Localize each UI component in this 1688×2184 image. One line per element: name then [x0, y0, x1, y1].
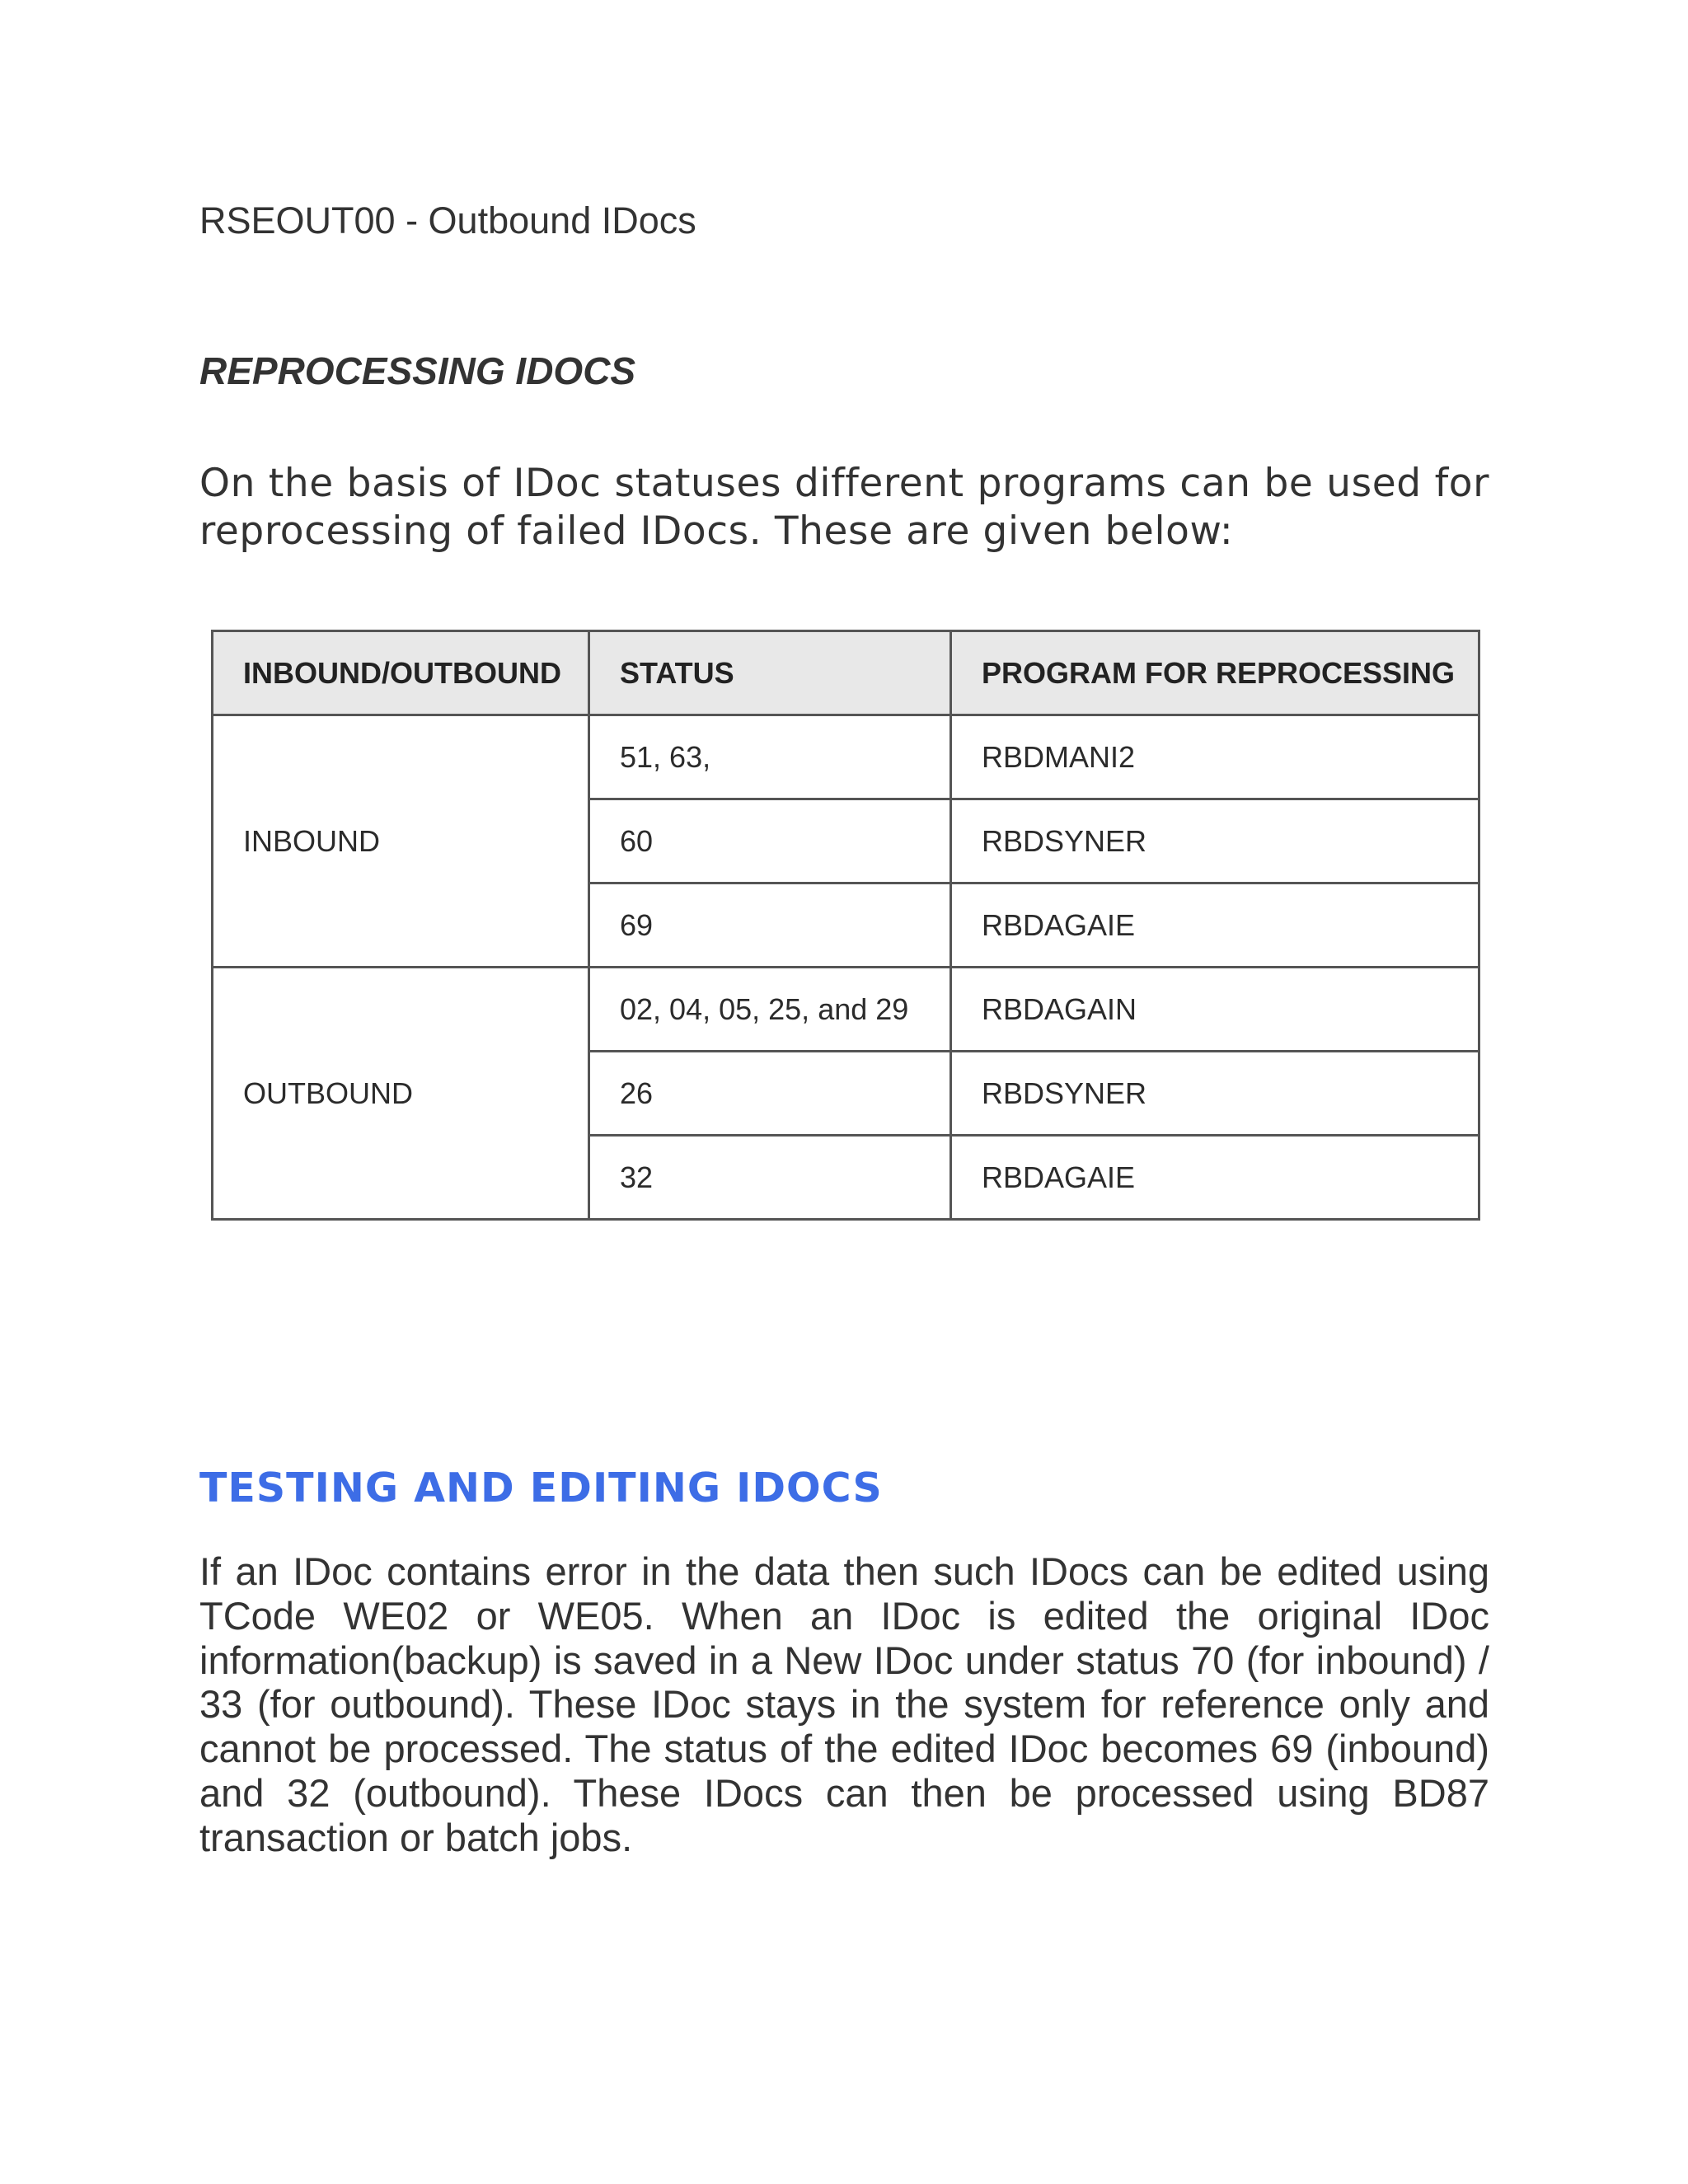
column-header-status: STATUS	[589, 631, 951, 715]
direction-cell-inbound: INBOUND	[213, 715, 589, 968]
testing-paragraph: If an IDoc contains error in the data then such IDocs can be edited using TCode WE02 or WE05. When an IDoc is edited the original IDoc information(backup) is saved in a New IDoc under status 70 (for inbound) / 33 (for outbound). These IDoc stays in the system for reference only and cannot be processed. The status of the edited IDoc becomes 69 (inbound) and 32 (outbound). These IDocs can then be processed using BD87 transaction or batch jobs.	[199, 1549, 1489, 1859]
status-cell: 69	[589, 883, 951, 968]
status-cell: 32	[589, 1136, 951, 1220]
status-cell: 26	[589, 1052, 951, 1136]
column-header-program: PROGRAM FOR REPROCESSING	[951, 631, 1479, 715]
table-row	[213, 968, 1479, 1052]
outbound-program-line: RSEOUT00 - Outbound IDocs	[199, 199, 696, 241]
reprocessing-table-container	[211, 630, 1478, 1238]
status-cell: 60	[589, 799, 951, 883]
program-cell: RBDAGAIE	[951, 883, 1479, 968]
table-header-row	[213, 631, 1479, 715]
status-cell: 51, 63,	[589, 715, 951, 799]
direction-cell-outbound: OUTBOUND	[213, 968, 589, 1220]
reprocessing-paragraph: On the basis of IDoc statuses different programs can be used for reprocessing of failed IDocs. These are given below:	[199, 461, 1489, 554]
testing-heading: TESTING AND EDITING IDOCS	[199, 1465, 883, 1511]
table-row	[213, 715, 1479, 799]
program-cell: RBDAGAIN	[951, 968, 1479, 1052]
program-cell: RBDMANI2	[951, 715, 1479, 799]
status-cell: 02, 04, 05, 25, and 29	[589, 968, 951, 1052]
reprocessing-heading: REPROCESSING IDOCS	[199, 349, 636, 392]
program-cell: RBDAGAIE	[951, 1136, 1479, 1220]
program-cell: RBDSYNER	[951, 1052, 1479, 1136]
program-cell: RBDSYNER	[951, 799, 1479, 883]
reprocessing-table	[211, 630, 1480, 1221]
column-header-direction: INBOUND/OUTBOUND	[213, 631, 589, 715]
